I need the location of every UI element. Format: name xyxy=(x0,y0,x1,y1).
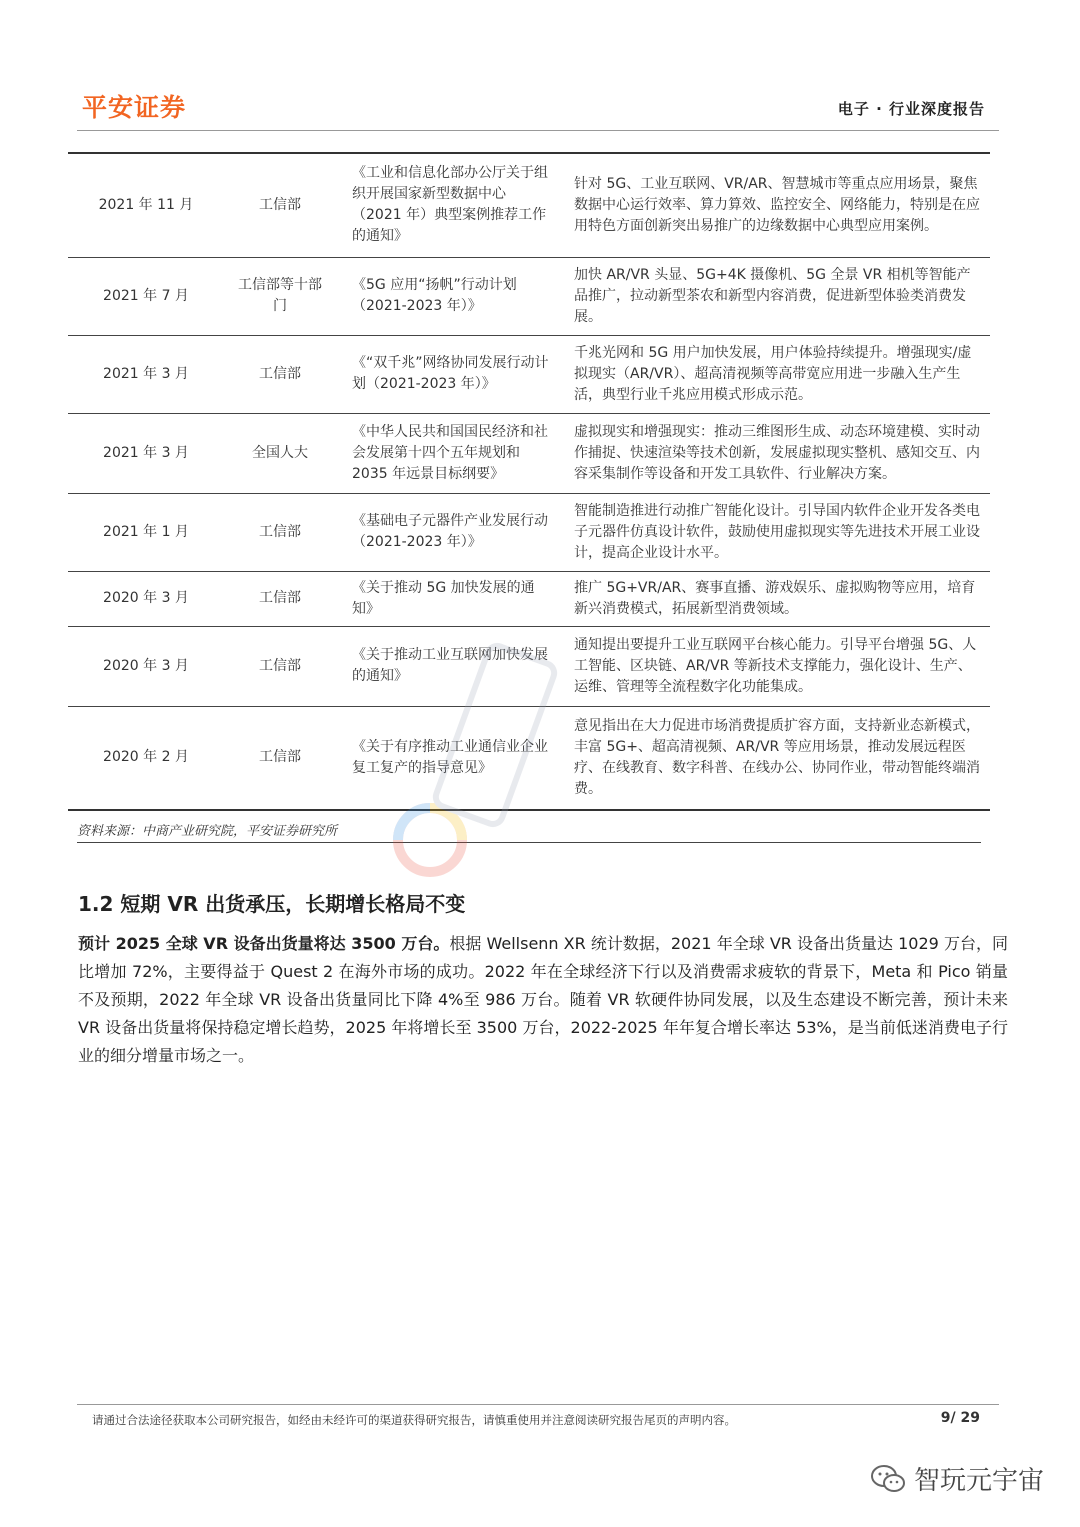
row-date: 2020 年 3 月 xyxy=(68,571,224,626)
row-document: 《工业和信息化部办公厅关于组织开展国家新型数据中心（2021 年）典型案例推荐工作的通知》 xyxy=(336,153,560,257)
table-row xyxy=(68,335,990,413)
row-document: 《中华人民共和国国民经济和社会发展第十四个五年规划和 2035 年远景目标纲要》 xyxy=(336,413,560,493)
row-department: 工信部 xyxy=(224,335,336,413)
wechat-badge xyxy=(870,1460,1044,1497)
row-description: 意见指出在大力促进市场消费提质扩容方面，支持新业态新模式，丰富 5G+、超高清视频、AR/VR 等应用场景，推动发展远程医疗、在线教育、数字科普、在线办公、协同作业，带动智能终端消费。 xyxy=(560,706,990,810)
row-date: 2020 年 2 月 xyxy=(68,706,224,810)
row-description: 千兆光网和 5G 用户加快发展，用户体验持续提升。增强现实/虚拟现实（AR/VR）、超高清视频等高带宽应用进一步融入生产生活，典型行业千兆应用模式形成示范。 xyxy=(560,335,990,413)
row-document: 《“双千兆”网络协同发展行动计划（2021-2023 年）》 xyxy=(336,335,560,413)
wechat-icon xyxy=(870,1464,906,1494)
row-date: 2021 年 11 月 xyxy=(68,153,224,257)
table-row xyxy=(68,257,990,335)
table-row xyxy=(68,153,990,257)
row-document: 《关于有序推动工业通信业企业复工复产的指导意见》 xyxy=(336,706,560,810)
row-department: 工信部等十部门 xyxy=(224,257,336,335)
row-department: 工信部 xyxy=(224,626,336,706)
row-description: 通知提出要提升工业互联网平台核心能力。引导平台增强 5G、人工智能、区块链、AR/VR 等新技术支撑能力，强化设计、生产、运维、管理等全流程数字化功能集成。 xyxy=(560,626,990,706)
row-date: 2020 年 3 月 xyxy=(68,626,224,706)
row-department: 工信部 xyxy=(224,571,336,626)
footer-divider xyxy=(77,1404,999,1405)
row-description: 虚拟现实和增强现实：推动三维图形生成、动态环境建模、实时动作捕捉、快速渲染等技术创新，发展虚拟现实整机、感知交互、内容采集制作等设备和开发工具软件、行业解决方案。 xyxy=(560,413,990,493)
row-date: 2021 年 7 月 xyxy=(68,257,224,335)
row-description: 加快 AR/VR 头显、5G+4K 摄像机、5G 全景 VR 相机等智能产品推广，拉动新型茶农和新型内容消费，促进新型体验类消费发展。 xyxy=(560,257,990,335)
section-lead: 预计 2025 全球 VR 设备出货量将达 3500 万台。 xyxy=(78,934,450,953)
footer-notice: 请通过合法途径获取本公司研究报告，如经由未经许可的渠道获得研究报告，请慎重使用并注意阅读研究报告尾页的声明内容。 xyxy=(92,1413,736,1427)
row-department: 工信部 xyxy=(224,493,336,571)
row-description: 针对 5G、工业互联网、VR/AR、智慧城市等重点应用场景，聚焦数据中心运行效率、算力算效、监控安全、网络能力，特别是在应用特色方面创新突出易推广的边缘数据中心典型应用案例。 xyxy=(560,153,990,257)
page-number: 9/ 29 xyxy=(940,1410,980,1426)
row-description: 智能制造推进行动推广智能化设计。引导国内软件企业开发各类电子元器件仿真设计软件，鼓励使用虚拟现实等先进技术开展工业设计，提高企业设计水平。 xyxy=(560,493,990,571)
row-document: 《关于推动 5G 加快发展的通知》 xyxy=(336,571,560,626)
wechat-account-name: 智玩元宇宙 xyxy=(913,1466,1044,1496)
section-body xyxy=(78,930,1008,1070)
company-logo: 平安证券 xyxy=(82,93,187,122)
table-row xyxy=(68,493,990,571)
section-text: 根据 Wellsenn XR 统计数据，2021 年全球 VR 设备出货量达 1029 万台，同比增加 72%，主要得益于 Quest 2 在海外市场的成功。2022 年在全球经济下行以及消费需求疲软的背景下，Meta 和 Pico 销量不及预期，2022 年全球 VR 设备出货量同比下降 4%至 986 万台。随着 VR 软硬件协同发展，以及生态建设不断完善，预计未来 VR 设备出货量将保持稳定增长趋势，2025 年将增长至 3500 万台，2022-2025 年年复合增长率达 53%，是当前低迷消费电子行业的细分增量市场之一。 xyxy=(78,934,1008,1065)
row-department: 全国人大 xyxy=(224,413,336,493)
row-description: 推广 5G+VR/AR、赛事直播、游戏娱乐、虚拟购物等应用，培育新兴消费模式，拓展新型消费领域。 xyxy=(560,571,990,626)
row-document: 《5G 应用“扬帆”行动计划（2021-2023 年）》 xyxy=(336,257,560,335)
row-date: 2021 年 1 月 xyxy=(68,493,224,571)
table-row xyxy=(68,413,990,493)
policy-table xyxy=(68,152,990,811)
section-title: 1.2 短期 VR 出货承压，长期增长格局不变 xyxy=(78,892,466,916)
row-department: 工信部 xyxy=(224,706,336,810)
header-divider xyxy=(77,130,999,131)
row-department: 工信部 xyxy=(224,153,336,257)
row-date: 2021 年 3 月 xyxy=(68,335,224,413)
table-row xyxy=(68,706,990,810)
report-category: 电子 · 行业深度报告 xyxy=(837,100,985,118)
row-document: 《关于推动工业互联网加快发展的通知》 xyxy=(336,626,560,706)
row-document: 《基础电子元器件产业发展行动（2021-2023 年）》 xyxy=(336,493,560,571)
table-row xyxy=(68,626,990,706)
table-source: 资料来源：中商产业研究院，平安证券研究所 xyxy=(77,820,981,843)
table-row xyxy=(68,571,990,626)
row-date: 2021 年 3 月 xyxy=(68,413,224,493)
